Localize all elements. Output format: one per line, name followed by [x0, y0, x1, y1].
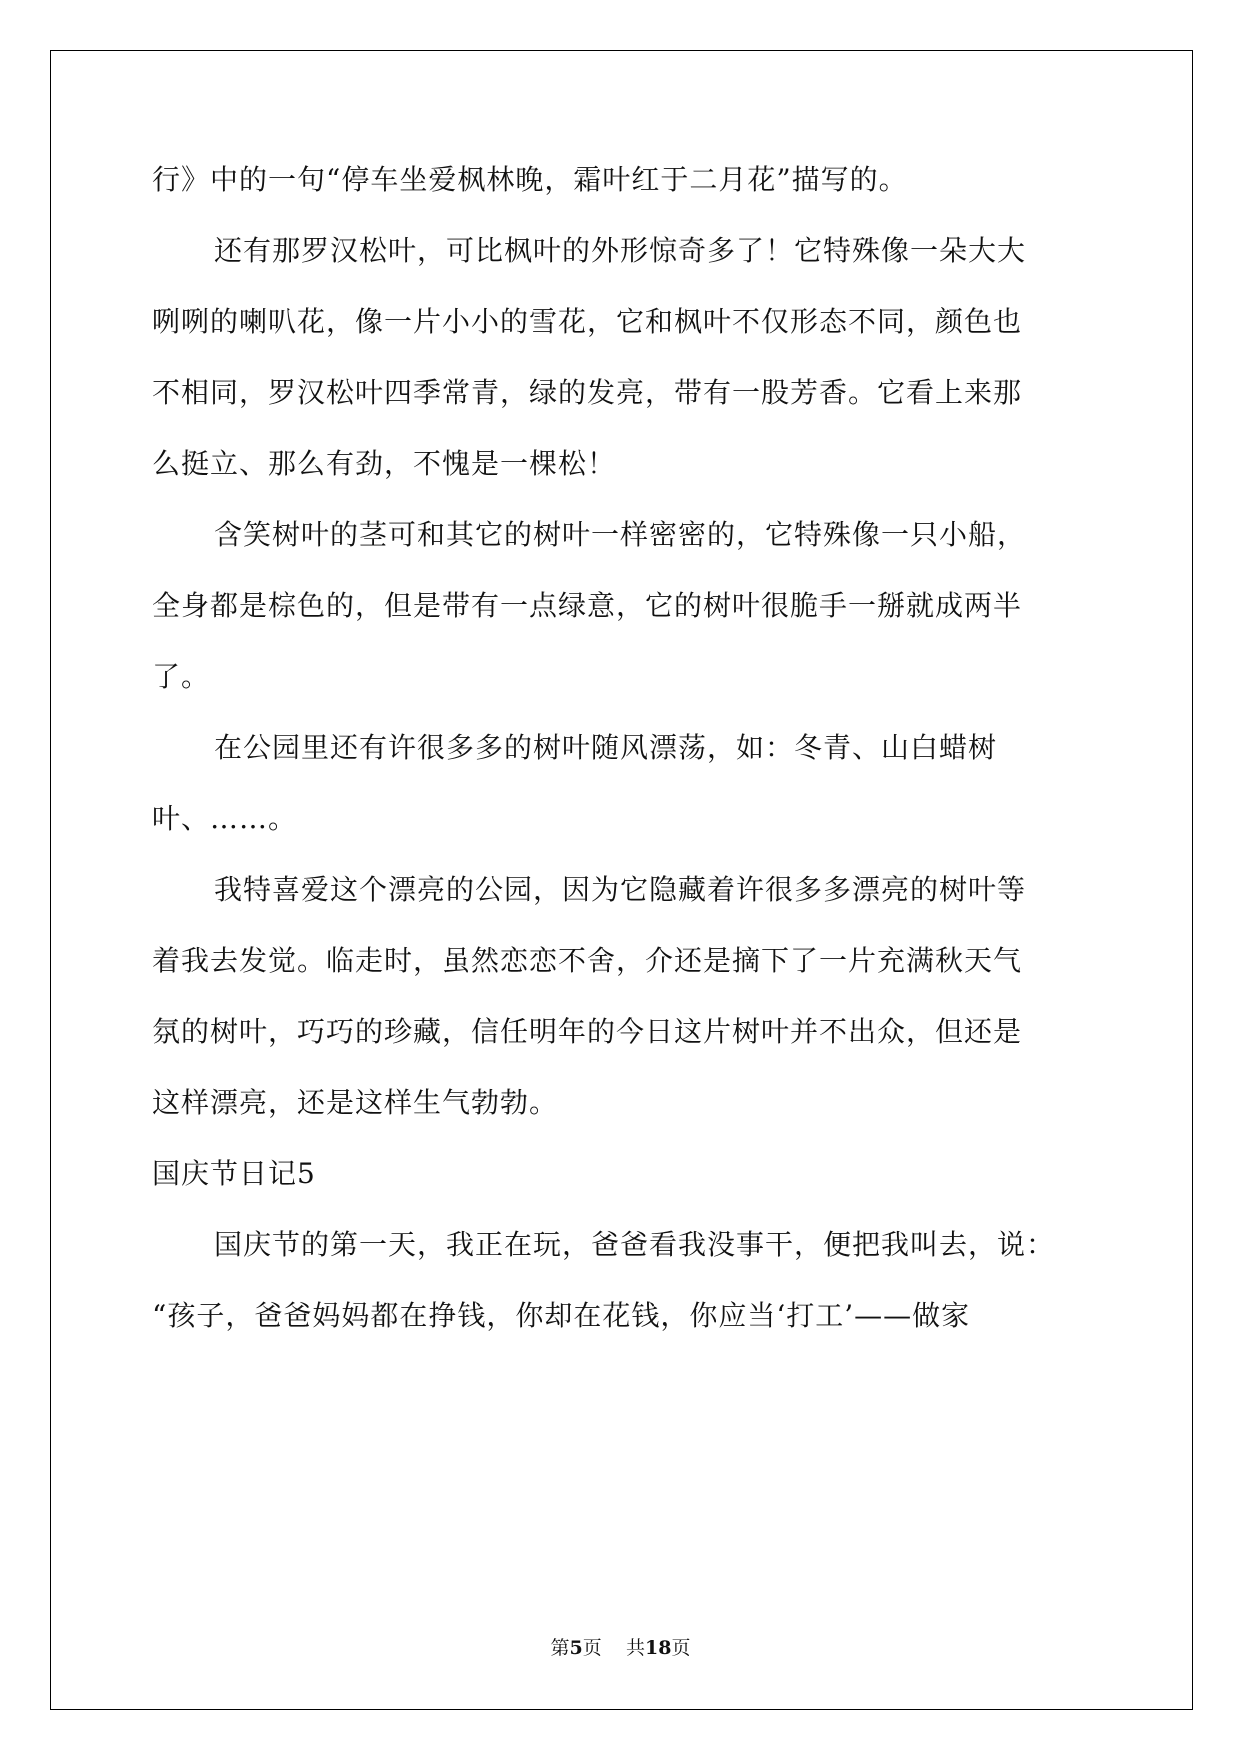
- paragraph-start: 还有那罗汉松叶，可比枫叶的外形惊奇多了！它特殊像一朵大大: [214, 234, 1027, 267]
- text-line: 了。: [152, 660, 211, 693]
- page-footer: [0, 1633, 1241, 1660]
- text-line: 么挺立、那么有劲，不愧是一棵松！: [152, 447, 617, 480]
- section-heading: 国庆节日记5: [152, 1157, 316, 1190]
- current-page-number: 5: [569, 1637, 583, 1659]
- text-line: 这样漂亮，还是这样生气勃勃。: [152, 1086, 559, 1119]
- paragraph-start: 国庆节的第一天，我正在玩，爸爸看我没事干，便把我叫去，说：: [214, 1228, 1056, 1261]
- footer-page-suffix: 页: [582, 1637, 602, 1659]
- total-pages-number: 18: [644, 1637, 672, 1659]
- footer-total-suffix: 页: [671, 1637, 691, 1659]
- footer-total-prefix: 共: [625, 1637, 645, 1659]
- paragraph-start: 含笑树叶的茎可和其它的树叶一样密密的，它特殊像一只小船，: [214, 518, 1027, 551]
- footer-prefix: 第: [550, 1637, 570, 1659]
- text-line: 不相同，罗汉松叶四季常青，绿的发亮，带有一股芳香。它看上来那: [152, 376, 1023, 409]
- text-line: “孩子，爸爸妈妈都在挣钱，你却在花钱，你应当‘打工’——做家: [152, 1299, 971, 1332]
- paragraph-start: 在公园里还有许很多多的树叶随风漂荡，如：冬青、山白蜡树: [214, 731, 998, 764]
- text-line: 行》中的一句“停车坐爱枫林晚，霜叶红于二月花”描写的。: [152, 163, 908, 196]
- text-line: 氛的树叶，巧巧的珍藏，信任明年的今日这片树叶并不出众，但还是: [152, 1015, 1023, 1048]
- paragraph-start: 我特喜爱这个漂亮的公园，因为它隐藏着许很多多漂亮的树叶等: [214, 873, 1027, 906]
- text-line: 全身都是棕色的，但是带有一点绿意，它的树叶很脆手一掰就成两半: [152, 589, 1023, 622]
- text-line: 叶、……。: [152, 802, 298, 835]
- text-line: 着我去发觉。临走时，虽然恋恋不舍，介还是摘下了一片充满秋天气: [152, 944, 1023, 977]
- text-line: 咧咧的喇叭花，像一片小小的雪花，它和枫叶不仅形态不同，颜色也: [152, 305, 1023, 338]
